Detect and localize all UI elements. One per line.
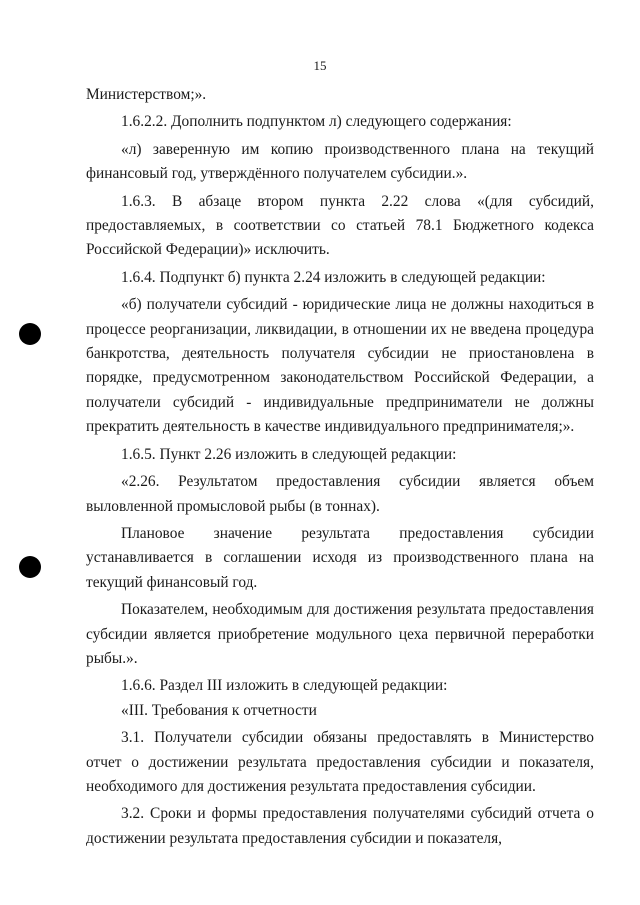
paragraph-1-6-6: 1.6.6. Раздел III изложить в следующей редакции: [121,677,448,695]
punch-hole-mark [19,323,41,345]
page-number: 15 [313,58,327,73]
punch-hole-mark [19,556,41,578]
paragraph-3-1: 3.1. Получатели субсидии обязаны предоставлять в Министерство отчет о достижении результата предоставления субсидии и показателя, необходимого для достижения результата предоставления субсидии. [86,729,594,795]
paragraph-planned-value: Плановое значение результата предоставления субсидии устанавливается в соглашении исходя из производственного плана на текущий финансовый год. [86,524,594,591]
paragraph-indicator: Показателем, необходимым для достижения результата предоставления субсидии является приобретение модульного цеха первичной переработки рыбы.». [86,601,594,667]
paragraph-1-6-2-2: 1.6.2.2. Дополнить подпунктом л) следующего содержания: [121,113,512,131]
paragraph-1-6-4: 1.6.4. Подпункт б) пункта 2.24 изложить в следующей редакции: [121,268,546,286]
section-heading-iii: «III. Требования к отчетности [121,701,317,719]
document-body [86,83,594,851]
paragraph-subpoint-l: «л) заверенную им копию производственного плана на текущий финансовый год, утверждённого получателем субсидии.». [86,140,594,183]
paragraph-3-2: 3.2. Сроки и формы предоставления получателями субсидий отчета о достижении результата предоставления субсидии и показателя, [86,805,594,847]
paragraph-continuation: Министерством;». [86,86,207,103]
paragraph-subpoint-b: «б) получатели субсидий - юридические лица не должны находиться в процессе реорганизации, ликвидации, в отношении их не введена процедура банкротства, деятельность получателя субсидии не приостановлена в порядке, предусмотренном законодательством Российской Федерации, а получатели субсидий - индивидуальные предприниматели не должны прекратить деятельность в качестве индивидуального предпринимателя;». [86,296,594,436]
paragraph-2-26: «2.26. Результатом предоставления субсидии является объем выловленной промысловой рыбы (в тоннах). [86,473,594,515]
paragraph-1-6-3: 1.6.3. В абзаце втором пункта 2.22 слова «(для субсидий, предоставляемых, в соответствии со статьей 78.1 Бюджетного кодекса Российской Федерации)» исключить. [86,192,594,259]
paragraph-1-6-5: 1.6.5. Пункт 2.26 изложить в следующей редакции: [121,445,457,463]
